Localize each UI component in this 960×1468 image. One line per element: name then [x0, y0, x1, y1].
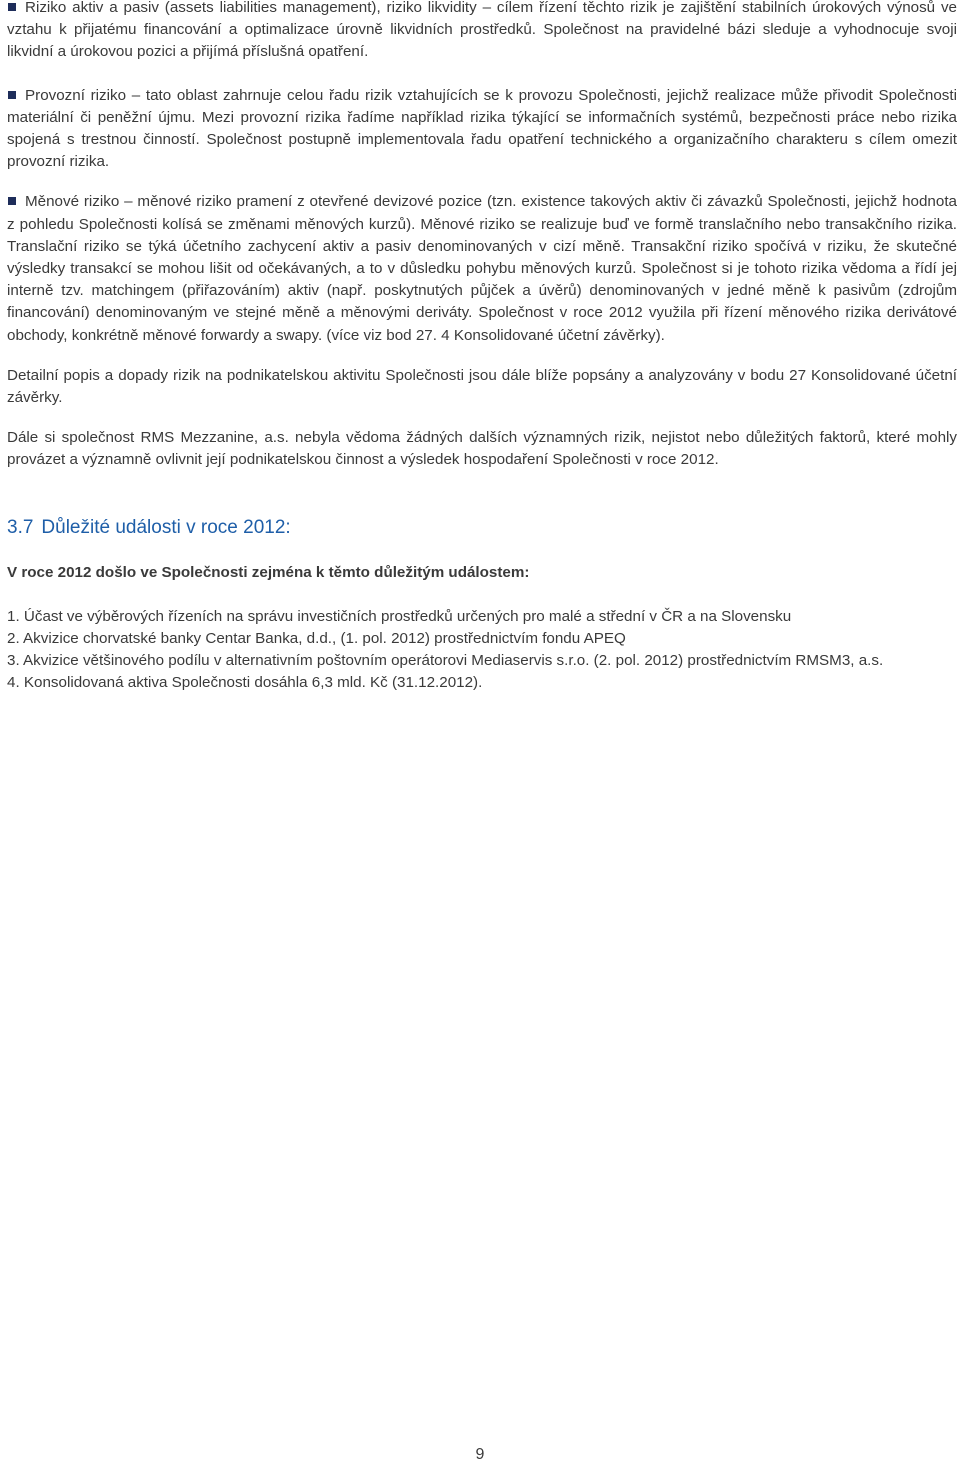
section-title: Důležité události v roce 2012:: [41, 516, 291, 538]
events-intro: V roce 2012 došlo ve Společnosti zejména k těmto důležitým událostem:: [7, 563, 530, 581]
square-bullet-icon: [8, 3, 16, 11]
page-number: 9: [475, 1446, 485, 1463]
risk-item-asset-liability: [7, 0, 957, 64]
list-item: 2. Akvizice chorvatské banky Centar Banka, d.d., (1. pol. 2012) prostřednictvím fondu APEQ: [7, 629, 626, 647]
list-item: 1. Účast ve výběrových řízeních na správu investičních prostředků určených pro malé a střední v ČR a na Slovensku: [7, 607, 792, 625]
risk-item-currency: [7, 191, 957, 346]
list-item: 3. Akvizice většinového podílu v alternativním poštovním operátorovi Mediaservis s.r.o. (2. pol. 2012) prostřednictvím RMSM3, a.s.: [7, 652, 884, 670]
section-heading: [7, 516, 957, 540]
risk-detail-paragraph: Detailní popis a dopady rizik na podnikatelskou aktivitu Společnosti jsou dále blíže popsány a analyzovány v bodu 27 Konsolidované účetní závěrky.: [7, 366, 957, 407]
list-item: 4. Konsolidovaná aktiva Společnosti dosáhla 6,3 mld. Kč (31.12.2012).: [7, 674, 483, 692]
risk-item-text: Riziko aktiv a pasiv (assets liabilities management), riziko likvidity – cílem řízení těchto rizik je zajištění stabilních úrokových výnosů ve vztahu k přijatému financování a optimalizace úrovně likvidních prostředků. Společnost na pravidelné bázi sleduje a vyhodnocuje svoji likvidní a úrokovou pozici a přijímá příslušná opatření.: [7, 0, 957, 61]
risk-item-text: Měnové riziko – měnové riziko pramení z otevřené devizové pozice (tzn. existence takových aktiv či závazků Společnosti, jejichž hodnota z pohledu Společnosti kolísá se změnami měnových kurzů). Měnové riziko se realizuje buď ve formě translačního nebo transakčního rizika. Translační riziko se týká účetního zachycení aktiv a pasiv denominovaných v cizí měně. Transakční riziko spočívá v riziku, že skutečné výsledky transakcí se mohou lišit od očekávaných, a to v důsledku pohybu měnových kurzů. Společnost si je tohoto rizika vědoma a řídí jej interně tzv. matchingem (přiřazováním) aktiv (např. poskytnutých půjček a úvěrů) denominovaných v jedné měně k pasivům (zdrojům financování) denominovaným ve stejné měně a měnovými deriváty. Společnost v roce 2012 využila při řízení měnového rizika derivátové obchody, konkrétně měnové forwardy a swapy. (více viz bod 27. 4 Konsolidované účetní závěrky).: [7, 193, 957, 344]
risk-item-operational: [7, 85, 957, 174]
square-bullet-icon: [8, 91, 16, 99]
rms-statement-paragraph: Dále si společnost RMS Mezzanine, a.s. nebyla vědoma žádných dalších významných rizik, nejistot nebo důležitých faktorů, které mohly provázet a významně ovlivnit její podnikatelskou činnost a výsledek hospodaření Společnosti v roce 2012.: [7, 429, 957, 469]
section-number: 3.7: [7, 516, 34, 538]
risk-item-text: Provozní riziko – tato oblast zahrnuje celou řadu rizik vztahujících se k provozu Společnosti, jejichž realizace může přivodit Společnosti materiální či peněžní újmu. Mezi provozní rizika řadíme například rizika týkající se informačních systémů, bezpečnosti práce nebo rizika spojená s trestnou činností. Společnost postupně implementovala řadu opatření technického a organizačního charakteru s cílem omezit provozní rizika.: [7, 86, 957, 171]
events-list: [7, 606, 957, 695]
square-bullet-icon: [8, 197, 16, 205]
document-page: [7, 0, 957, 694]
